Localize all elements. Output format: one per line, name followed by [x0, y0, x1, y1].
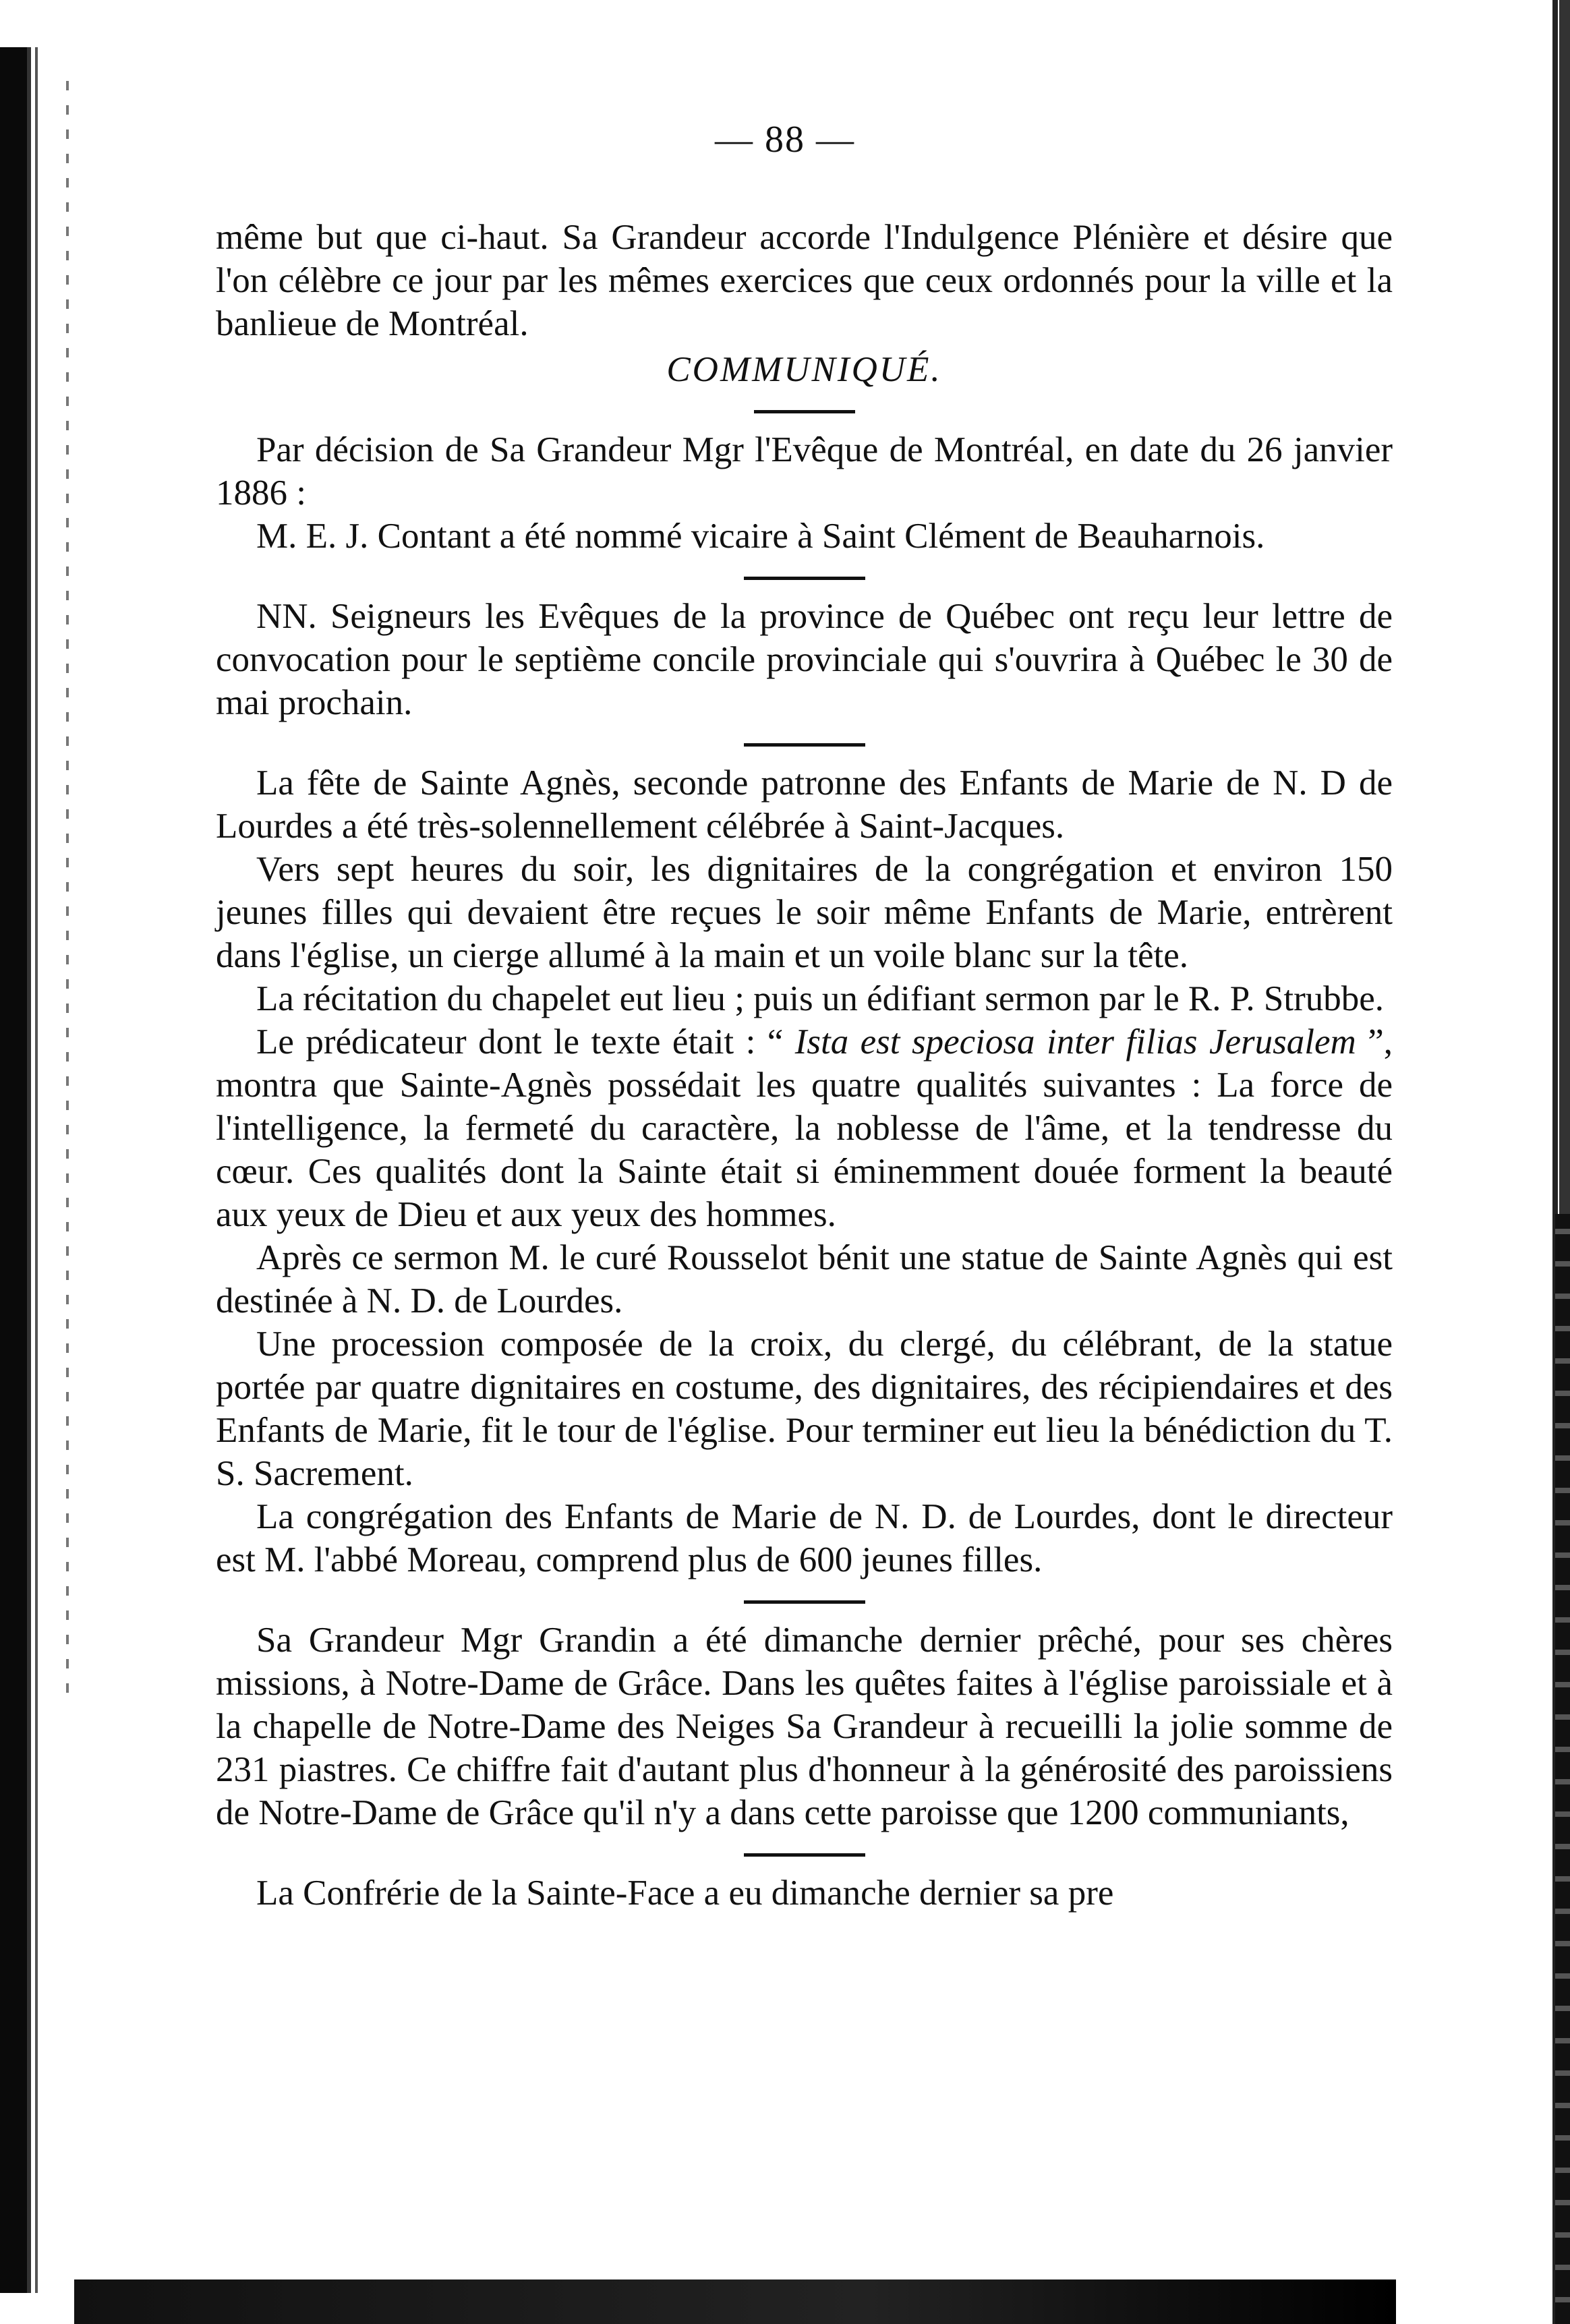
text-span: ”, montra que Sainte-Agnès possédait les quatre qualités suivantes : La force de l'intelligence, la fermeté du caractère, la noblesse de l'âme, et la tendresse du cœur. Ces qualités dont la Sainte était si éminemment douée forment la beauté aux yeux de Dieu et aux yeux des hommes. [216, 1022, 1393, 1234]
separator-rule [744, 1600, 865, 1604]
paragraph-concile: NN. Seigneurs les Evêques de la province de Québec ont reçu leur lettre de convocation pour le septième concile provinciale qui s'ouvrira à Québec le 30 de mai prochain. [216, 597, 1393, 722]
separator-rule [744, 577, 865, 580]
paragraph-chapelet: La récitation du chapelet eut lieu ; puis un édifiant sermon par le R. P. Strubbe. [256, 979, 1385, 1018]
paragraph-predicateur [216, 1020, 1393, 1236]
section-heading-communique: COMMUNIQUÉ. [666, 350, 942, 389]
paragraph-sainte-agnes: La fête de Sainte Agnès, seconde patronne des Enfants de Marie de N. D de Lourdes a été très-solennellement célébrée à Saint-Jacques. [216, 763, 1393, 846]
separator-rule [754, 410, 855, 413]
binding-dash-line [66, 81, 69, 1700]
paragraph-continuation: même but que ci-haut. Sa Grandeur accorde l'Indulgence Plénière et désire que l'on célèbre ce jour par les mêmes exercices que ceux ordonnés pour la ville et la banlieue de Montréal. [216, 218, 1393, 343]
page-number: — 88 — [715, 119, 855, 161]
paragraph-confrerie: La Confrérie de la Sainte-Face a eu dimanche dernier sa pre [256, 1873, 1114, 1913]
latin-quote: Ista est speciosa inter filias Jerusalem [794, 1022, 1356, 1062]
paragraph-congregation: La congrégation des Enfants de Marie de N. D. de Lourdes, dont le directeur est M. l'abbé Moreau, comprend plus de 600 jeunes filles. [216, 1497, 1393, 1579]
separator-rule [744, 1853, 865, 1857]
paragraph-decision: Par décision de Sa Grandeur Mgr l'Evêque de Montréal, en date du 26 janvier 1886 : [216, 430, 1393, 513]
page-edge-texture [1555, 1214, 1570, 2324]
text-span: Le prédicateur dont le texte était : “ [256, 1022, 795, 1062]
paragraph-mgr-grandin: Sa Grandeur Mgr Grandin a été dimanche dernier prêché, pour ses chères missions, à Notre-Dame de Grâce. Dans les quêtes faites à l'église paroissiale et à la chapelle de Notre-Dame des Neiges Sa Grandeur à recueilli la jolie somme de 231 piastres. Ce chiffre fait d'autant plus d'honneur à la générosité des paroissiens de Notre-Dame de Grâce qu'il n'y a dans cette paroisse que 1200 communiants, [216, 1621, 1393, 1832]
paragraph-sermon: Après ce sermon M. le curé Rousselot bénit une statue de Sainte Agnès qui est destinée à N. D. de Lourdes. [216, 1238, 1393, 1320]
separator-rule [744, 743, 865, 747]
book-binding-shadow [0, 47, 39, 2293]
paragraph-appointment: M. E. J. Contant a été nommé vicaire à Saint Clément de Beauharnois. [256, 517, 1265, 556]
paragraph-procession: Une procession composée de la croix, du clergé, du célébrant, de la statue portée par quatre dignitaires en costume, des dignitaires, des récipiendaires et des Enfants de Marie, fit le tour de l'église. Pour terminer eut lieu la bénédiction du T. S. Sacrement. [216, 1325, 1393, 1493]
bottom-scan-shadow [74, 2279, 1396, 2324]
article-body [216, 216, 1393, 1915]
paragraph-vers-sept-heures: Vers sept heures du soir, les dignitaires de la congrégation et environ 150 jeunes filles qui devaient être reçues le soir même Enfants de Marie, entrèrent dans l'église, un cierge allumé à la main et un voile blanc sur la tête. [216, 850, 1393, 975]
